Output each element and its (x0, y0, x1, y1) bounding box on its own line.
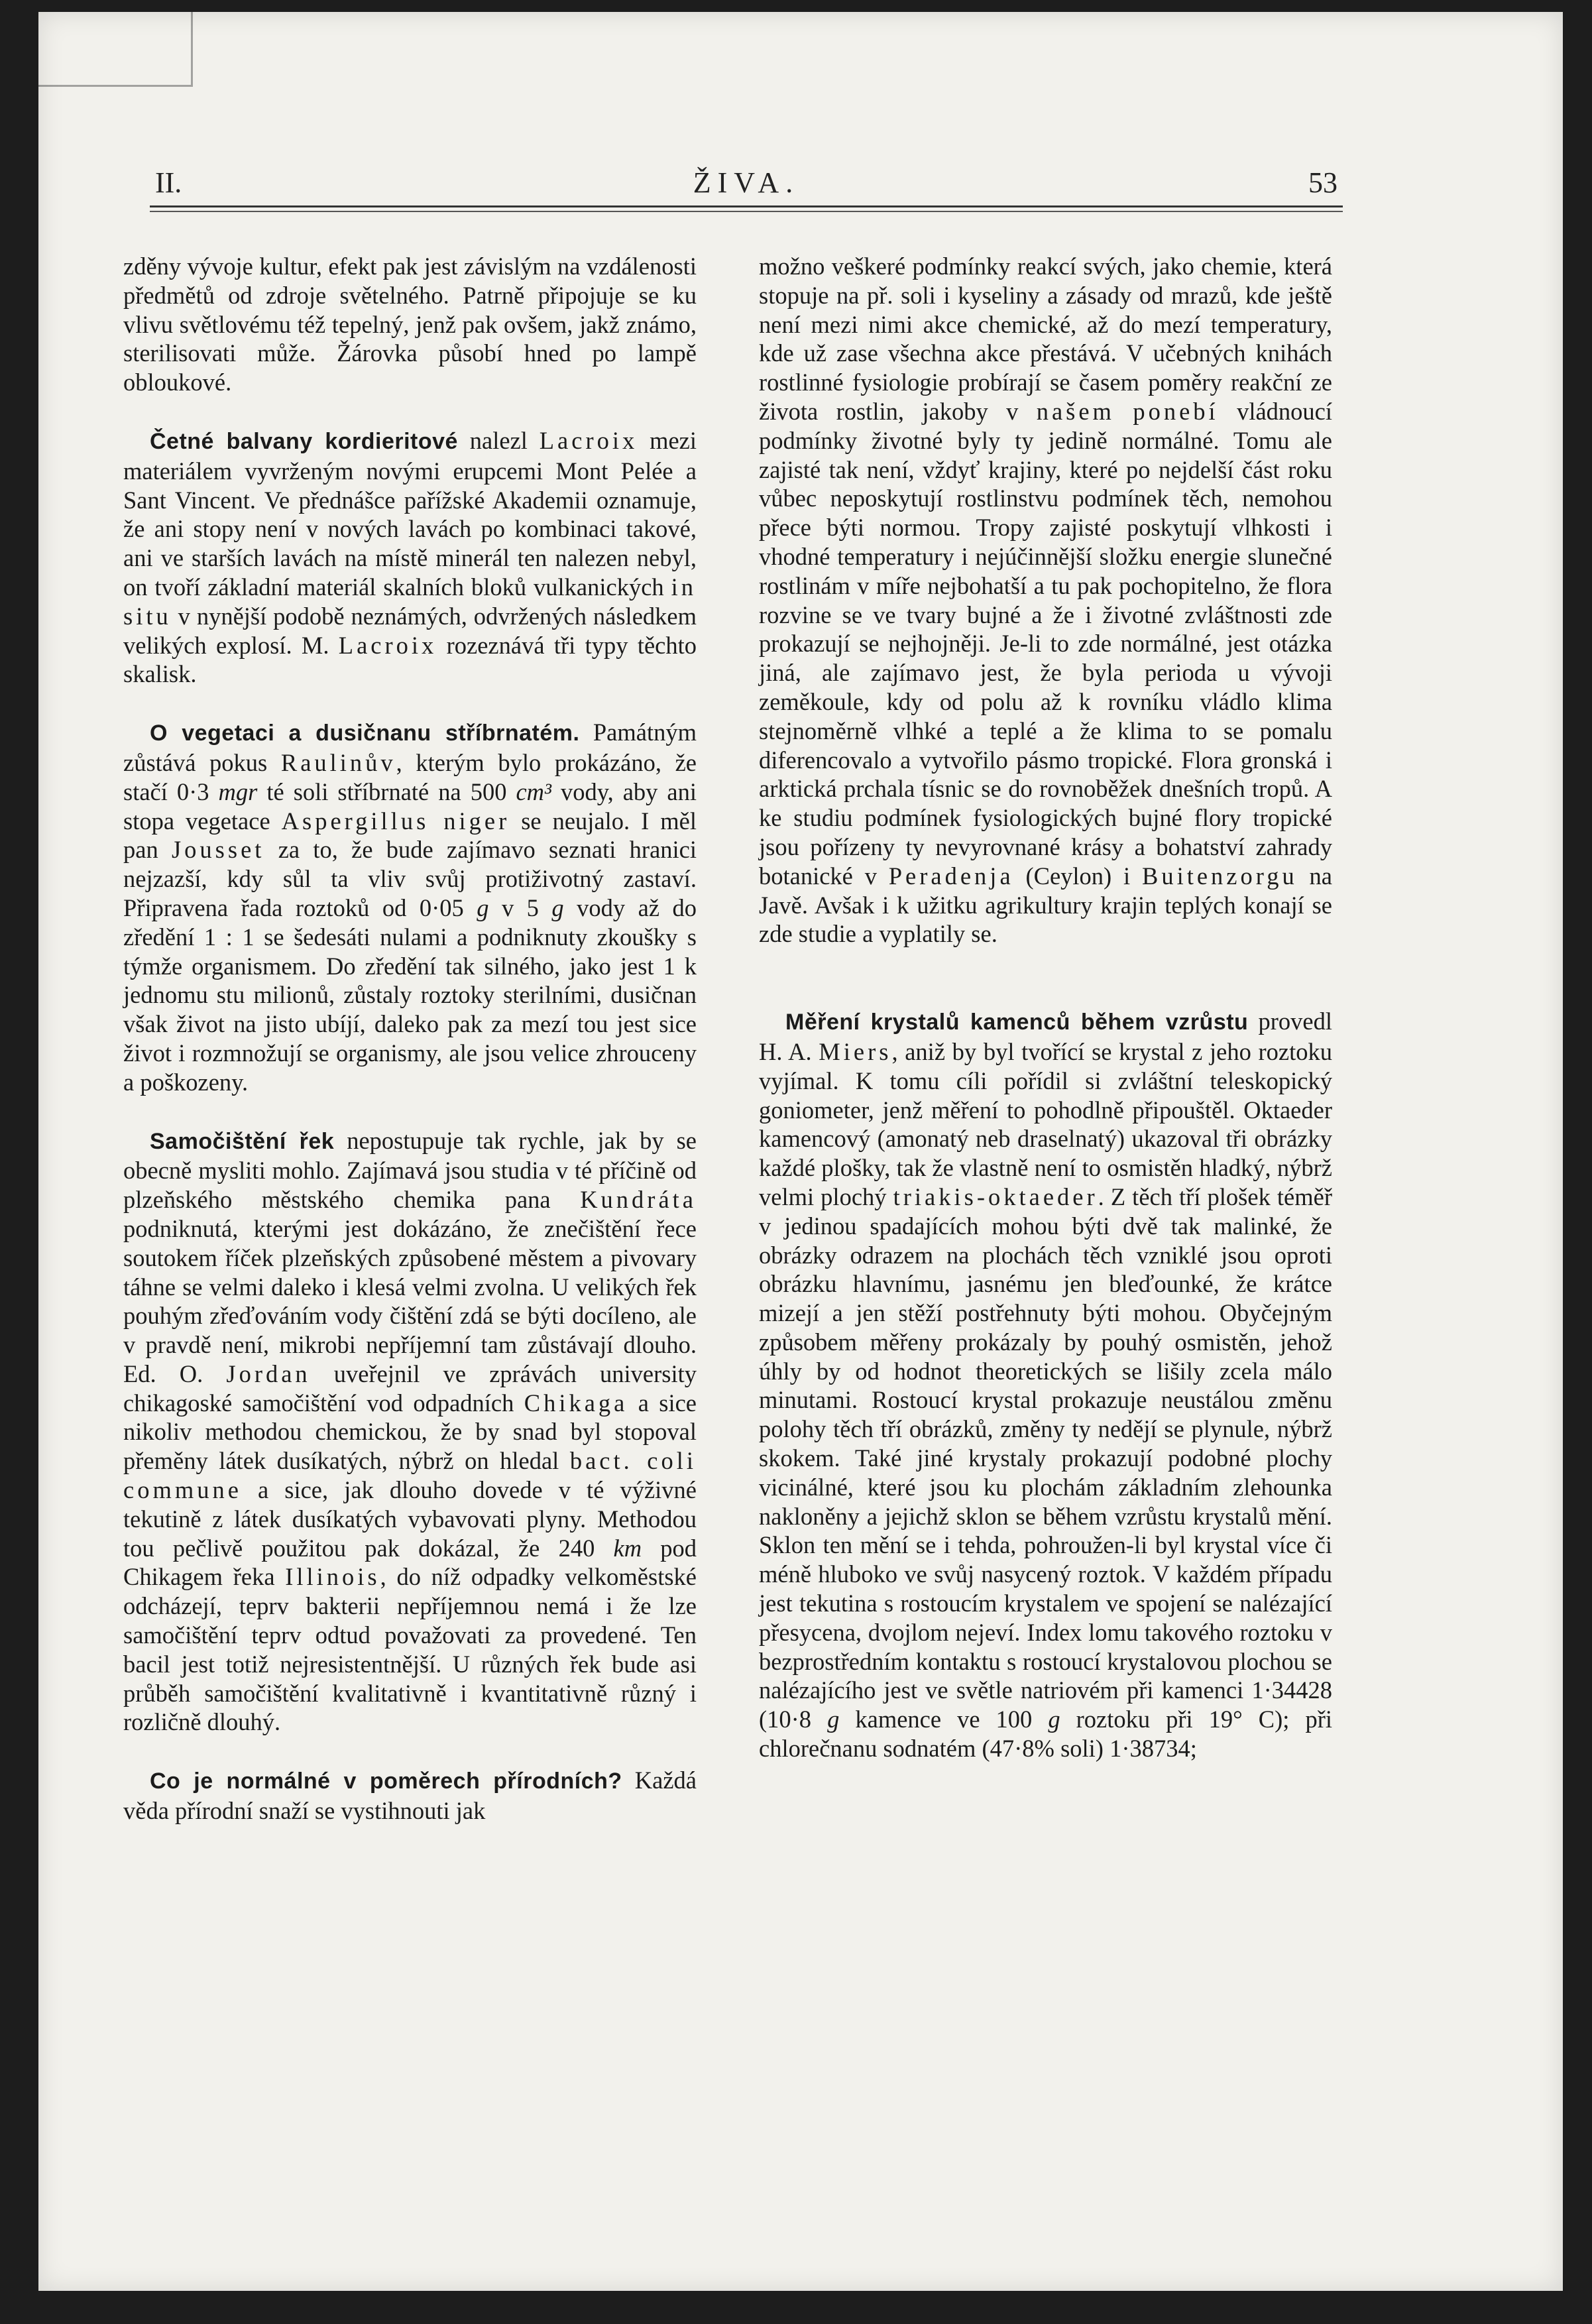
article-heading: Samočištění řek (150, 1128, 335, 1154)
article-heading: Co je normálné v poměrech přírodních? (150, 1769, 622, 1794)
left-column (123, 252, 697, 1826)
person-name: Lacroix (539, 426, 638, 454)
unit: g (1048, 1706, 1060, 1733)
scan-corner-mark (38, 12, 193, 87)
species-name: bact. coli commune (123, 1447, 697, 1504)
unit: km (613, 1534, 642, 1562)
person-name: Jousset (171, 836, 265, 864)
person-name: Jordan (226, 1360, 311, 1387)
article-normalne-continuation: možno veškeré podmínky reakcí svých, jako chemie, která stopuje na př. soli i kyseliny a zásady od mrazů, kde ještě není mezi nimi akce chemické, až do mezí temperatury, kde už zase všechna akce přestává. V učebných knihách rostlinné fysiologie probírají se časem poměry reakční ze života rostlin, jakoby v našem ponebí vládnoucí podmínky životné byly ty jedině normálné. Tomu ale zajisté tak není, vždyť krajiny, které po nejdelší část roku vůbec neposkytují rostlinstvu podmínek těch, nemohou přece býti normou. Tropy zajisté poskytují vlhkosti i vhodné temperatury i nejúčinnější složku energie slunečné rostlinám v míře nejbohatší a tu pak pochopitelno, že flora rozvine se ve tvary bujné a že i životné zvláštnosti zde prokazují se nejhojněji. Je-li to zde normálné, jest otázka jiná, ale zajímavo jest, že byla perioda u vývoji zeměkoule, kdy od polu až k rovníku vládlo klima stejnoměrně vlhké a teplé a že klima to se pomalu diferencovalo a vytvořilo pásmo tropické. Flora gronská i arktická prchala tísnic se do rovnoběžek dnešních tropů. A ke studiu podmínek fysiologických bujné flory tropické jsou pořízeny ty nevyrovnané krásy a bohatství zahrady botanické v Peradenja (Ceylon) i Buitenzorgu na Javě. Avšak i k užitku agrikultury krajin teplých konají se zde studie a vyplatily se. (759, 253, 1333, 948)
page-number: 53 (1308, 166, 1337, 199)
person-name: Miers (819, 1037, 892, 1065)
place-name: Buitenzorgu (1141, 862, 1298, 890)
term: triakis-oktaeder (893, 1183, 1098, 1210)
header-rule-thin (150, 211, 1343, 212)
article-heading: O vegetaci a dusičnanu stříbrnatém. (150, 721, 580, 746)
unit: mgr (218, 778, 258, 805)
person-name: Kundráta (580, 1186, 697, 1214)
place-name: Chikaga (524, 1389, 628, 1417)
species-name: Aspergillus niger (281, 807, 510, 835)
article-samocisteni: Samočištění řek nepostupuje tak rychle, jak by se obecně mysliti mohlo. Zajímavá jsou studia v té příčině od plzeňského městského chemika pana Kundráta podniknutá, kterými jest dokázáno, že znečištění řece soutokem říček plzeňských způsobené městem a pivovary táhne se velmi daleko i klesá velmi zvolna. U velikých řek pouhým zřeďováním vody čištění zdá se býti docíleno, ale v pravdě není, mikrobi nepříjemní tam zůstávají dlouho. Ed. O. Jordan uveřejnil ve zprávách university chikagoské samočištění vod odpadních Chikaga a sice nikoliv methodou chemickou, že by snad byl stopoval přeměny látek dusíkatých, nýbrž on hledal bact. coli commune a sice, jak dlouho dovede v té výživné tekutině z látek dusíkatých vybavovati plyny. Methodou tou pečlivě použitou pak dokázal, že 240 km pod Chikagem řeka Illinois, do níž odpadky velkoměstské odcházejí, teprv bakterii nepříjemnou nemá i že lze samočištění teprv odtud považovati za provedené. Ten bacil jest totiž nejresistentnější. U různých řek bude asi průběh samočištění kvalitativně i kvantitativně různý i rozličně dlouhý. (123, 1126, 697, 1736)
right-column (759, 252, 1332, 1763)
unit: cm³ (516, 778, 551, 805)
emphasis: ponebí (1133, 397, 1219, 425)
unit: g (551, 894, 564, 921)
book-page (38, 12, 1563, 2291)
article-krystaly: Měření krystalů kamenců během vzrůstu provedl H. A. Miers, aniž by byl tvořící se krystal z jeho roztoku vyjímal. K tomu cíli pořídil si zvláštní teleskopický goniometer, jenž měření to pohodlně připouštěl. Oktaeder kamencový (amonatý neb draselnatý) ukazoval tři obrázky každé plošky, tak že vlastně není to osmistěn hladký, nýbrž velmi plochý triakis-oktaeder. Z těch tří plošek téměř v jedinou spadajících mohou býti dvě tak malinké, že obrázky odrazem na plochách těch vzniklé jsou oproti obrázku hlavnímu, jasnému jen bleďounké, že krátce mizejí a jen stěží postřehnuty býti mohou. Obyčejným způsobem měřeny prokázaly by pouhý osmistěn, jehož úhly by od hodnot theoretických se lišily zcela málo minutami. Rostoucí krystal prokazuje neustálou změnu polohy těch tří obrázků, změny ty nedějí se plynule, nýbrž skokem. Také jiné krystaly prokazují podobné plochy vicinálné, které jsou ku plochám základním zlehounka nakloněny a jejichž sklon se během vzrůstu krystalů mění. Sklon ten mění se i tehda, pohroužen-li byl krystal více či méně hluboko ve svůj nasycený roztok. V každém případu jest tekutina s rostoucím krystalem ve spojení se nalézající přesycena, dvojlom nejeví. Index lomu takového roztoku v bezprostředním kontaktu s rostoucí krystalovou plochou se nalézajícího jest ve světle natriovém při kamenci 1·34428 (10·8 g kamence ve 100 g roztoku při 19° C); při chlorečnanu sodnatém (47·8% soli) 1·38734; (759, 1008, 1333, 1763)
article-vegetace: O vegetaci a dusičnanu stříbrnatém. Památným zůstává pokus Raulinův, kterým bylo prokázáno, že stačí 0·3 mgr té soli stříbrnaté na 500 cm³ vody, aby ani stopa vegetace Aspergillus niger se neujalo. I měl pan Jousset za to, že bude zajímavo seznati hranici nejzazší, kdy sůl ta vliv svůj protiživotný zastaví. Připravena řada roztoků od 0·05 g v 5 g vody až do zředění 1 : 1 se šedesáti nulami a podniknuty zkoušky s týmže organismem. Do zředění tak silného, jako jest 1 k jednomu stu milionů, zůstaly roztoky sterilními, dusičnan však život na jisto ubíjí, daleko pak za mezí tou jest sice život i rozmnožují se organismy, ale jsou velice zhrouceny a poškozeny. (123, 719, 697, 1096)
place-name: Peradenja (888, 862, 1014, 890)
article-heading: Četné balvany kordieritové (150, 428, 458, 454)
paragraph-continuation: zděny vývoje kultur, efekt pak jest závislým na vzdálenosti předmětů od zdroje světelného. Patrně připojuje se ku vlivu světlovému též tepelný, jenž pak ovšem, jakž známo, sterilisovati může. Žárovka působí hned po lampě obloukové. (123, 253, 697, 396)
place-name: Illinois (285, 1563, 380, 1591)
latin-term: in situ (123, 573, 697, 630)
person-name: Lacroix (338, 631, 437, 659)
article-heading: Měření krystalů kamenců během vzrůstu (785, 1010, 1249, 1035)
running-header (155, 166, 1337, 205)
unit: g (477, 894, 489, 921)
volume-number: II. (155, 166, 182, 199)
journal-title: ŽIVA. (693, 166, 800, 199)
person-name: Raulinův (280, 748, 396, 776)
article-normalne: Co je normálné v poměrech přírodních? Každá věda přírodní snaží se vystihnouti jak (123, 1767, 697, 1825)
unit: g (827, 1706, 840, 1733)
header-rule (150, 205, 1343, 207)
article-kordierit: Četné balvany kordieritové nalezl Lacroix mezi materiálem vyvrženým novými erupcemi Mont Pelée a Sant Vincent. Ve přednášce pařížské Akademii oznamuje, že ani stopy není v nových lavách po kombinaci takové, ani ve starších lavách na místě minerál ten nalezen nebyl, on tvoří základní materiál skalních bloků vulkanických in situ v nynější podobě neznámých, odvržených následkem velikých explosí. M. Lacroix rozeznává tři typy těchto skalisk. (123, 426, 697, 688)
emphasis: našem (1036, 397, 1115, 425)
